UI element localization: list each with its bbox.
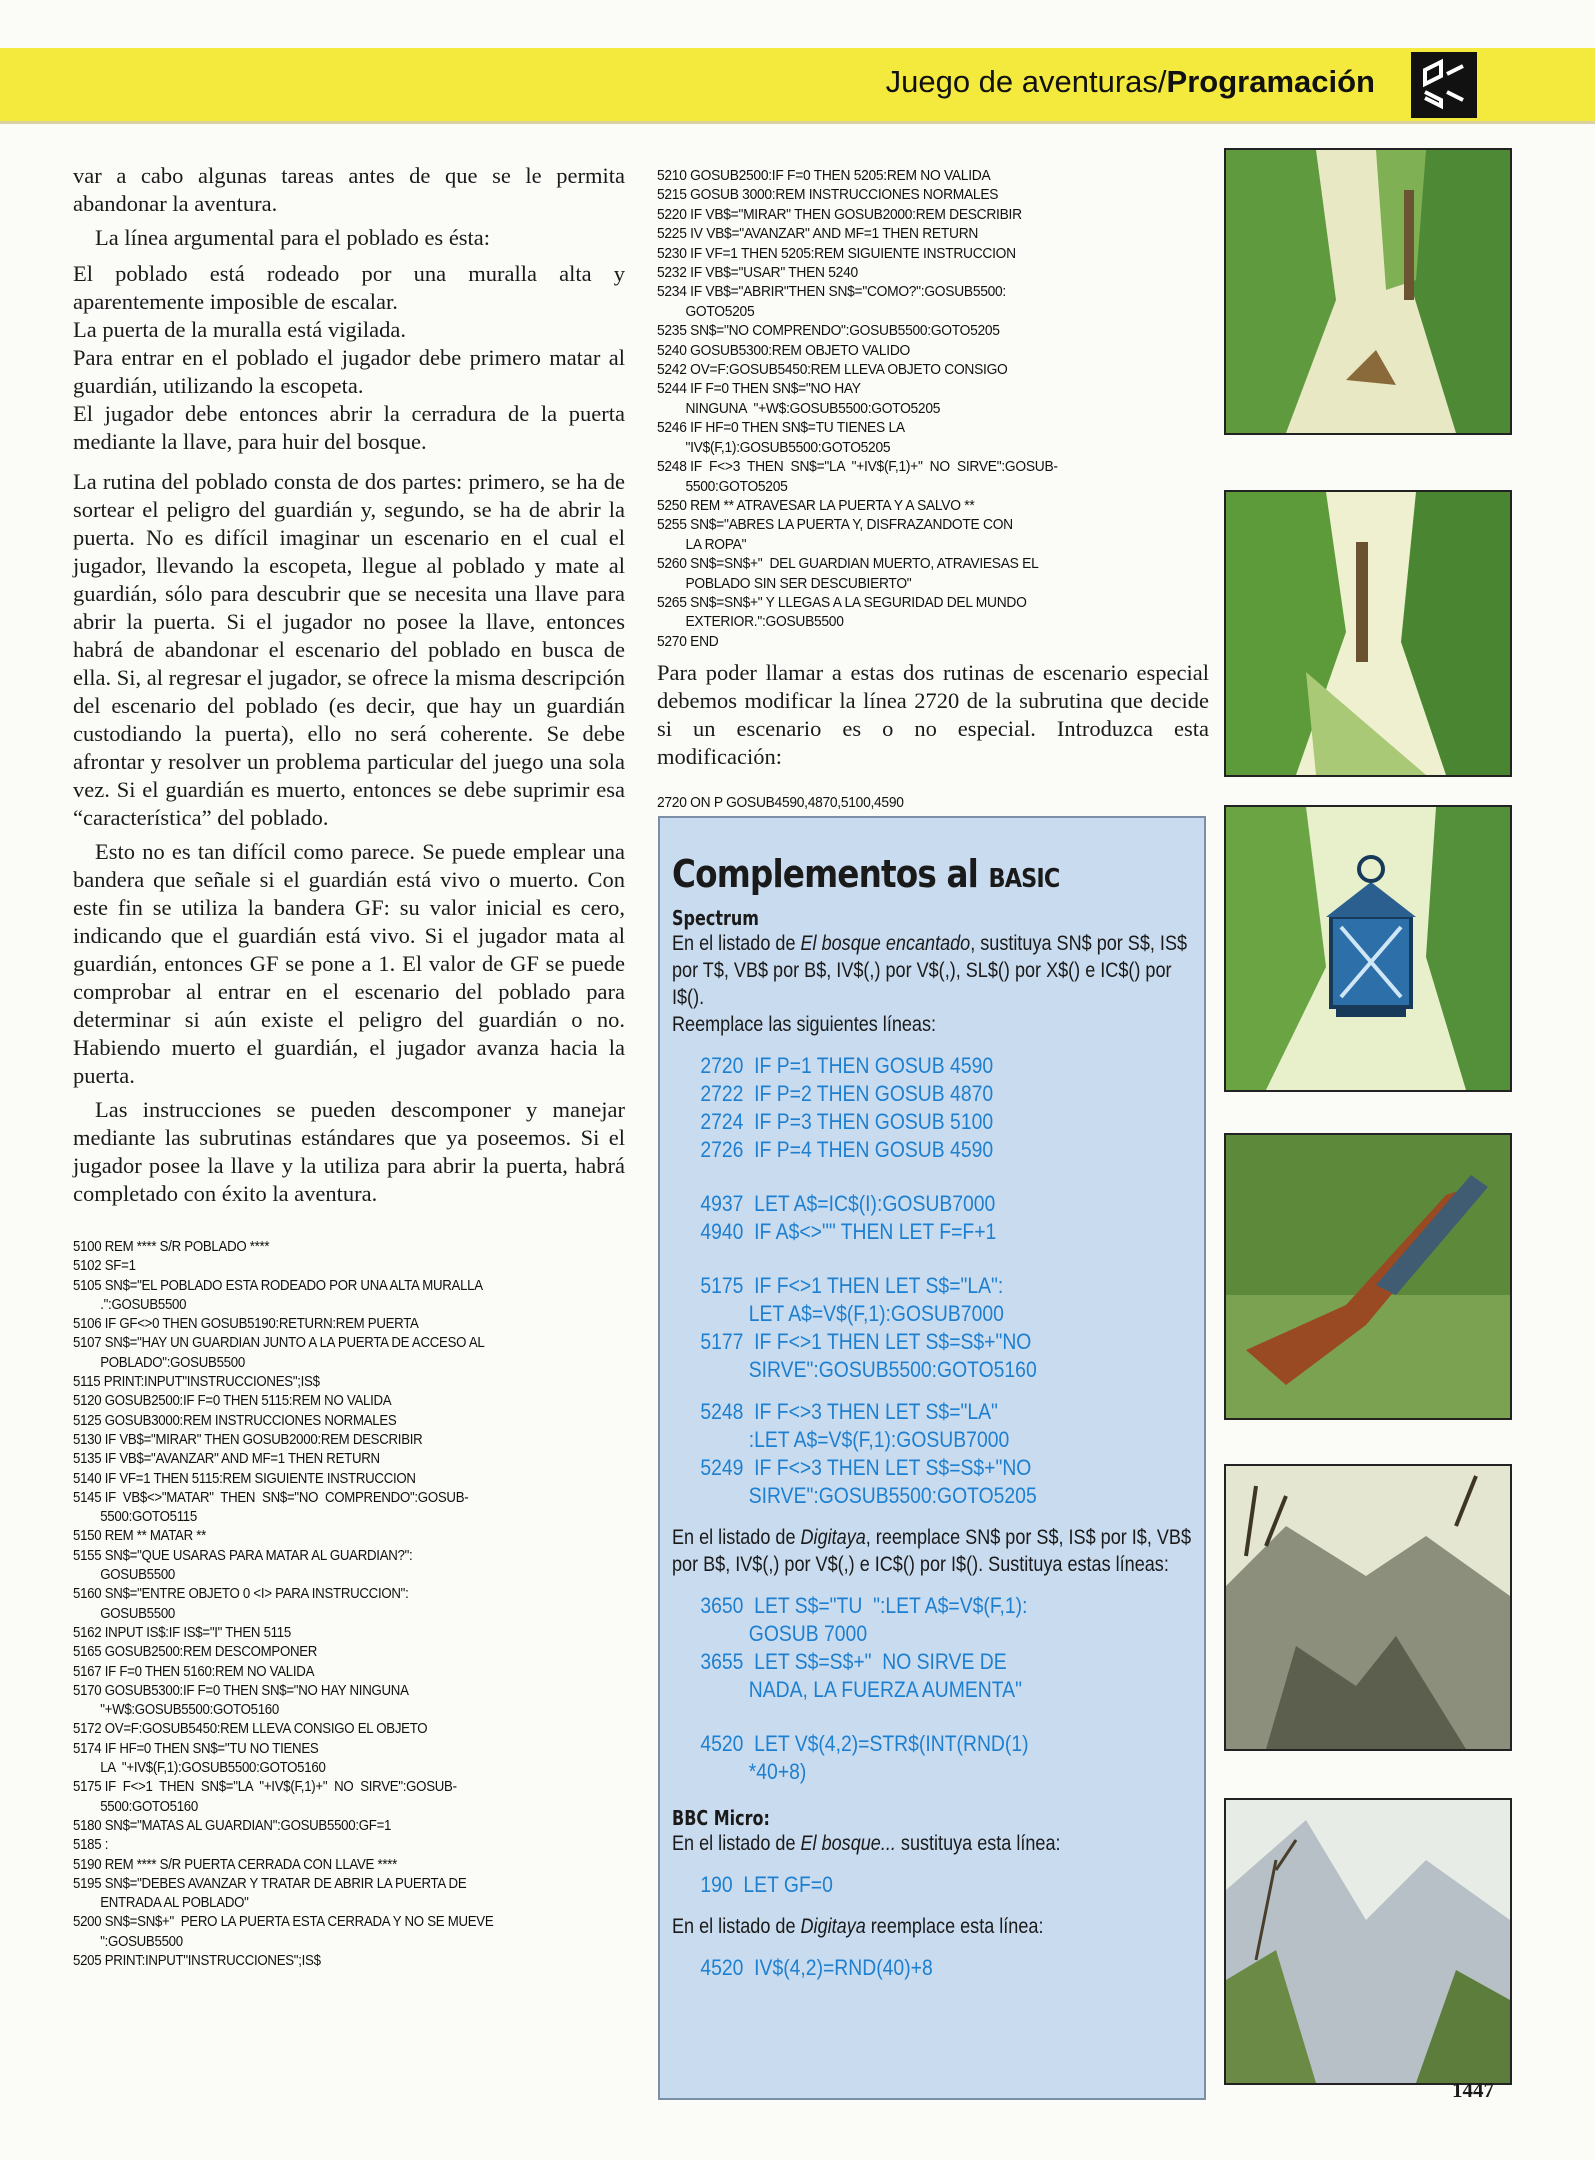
storyline-item: Para entrar en el poblado el jugador debe primero matar al guardián, utilizando la escopeta.	[73, 345, 625, 398]
code-line: .":GOSUB5500	[73, 1296, 187, 1313]
mountain-illustration	[1224, 1798, 1512, 2085]
code-line: 5232 IF VB$="USAR" THEN 5240	[657, 264, 858, 282]
paragraph: Esto no es tan difícil como parece. Se puede emplear una bandera que señale si el guardián está vivo o muerto. Con este fin se utiliza la bandera GF: su valor inicial es cero, indicando que el guardián está vivo. Si el jugador mata al guardián, entonces GF se pone a 1. El valor de GF se puede comprobar al entrar en el escenario del poblado para determinar si aún existe el peligro del guardián o no. Habiendo muerto el guardián, el jugador avanza hacia la puerta.	[73, 839, 625, 1088]
code-line: 5106 IF GF<>0 THEN GOSUB5190:RETURN:REM PUERTA	[73, 1316, 419, 1333]
code-line: 5265 SN$=SN$+" Y LLEGAS A LA SEGURIDAD DEL MUNDO	[657, 593, 1027, 611]
code-line: 5175 IF F<>1 THEN LET S$="LA":	[700, 1273, 1004, 1298]
code-line: 5200 SN$=SN$+" PERO LA PUERTA ESTA CERRADA Y NO SE MUEVE	[73, 1914, 494, 1931]
forest-illustration-1	[1224, 148, 1512, 435]
text-run: sustituya esta línea:	[895, 1832, 1061, 1855]
code-line: 5249 IF F<>3 THEN LET S$=S$+"NO	[700, 1455, 1032, 1480]
text-run: , sustituya SN$ por S$, IS$ por T$, VB$ por B$, IV$(,) por V$(,), SL$() por X$() e IC$() por I$().	[672, 932, 1188, 1009]
code-line: 2722 IF P=2 THEN GOSUB 4870	[700, 1081, 994, 1106]
lantern-illustration	[1224, 805, 1512, 1092]
text-italic: Digitaya	[800, 1526, 866, 1549]
spectrum-replace-label: Reemplace las siguientes líneas:	[672, 1013, 937, 1036]
code-line: 5175 IF F<>1 THEN SN$="LA "+IV$(F,1)+" NO SIRVE":GOSUB-	[73, 1779, 457, 1796]
code-line: 5244 IF F=0 THEN SN$="NO HAY	[657, 380, 861, 398]
header-title-regular: Juego de aventuras/	[885, 64, 1167, 99]
code-line: 5230 IF VF=1 THEN 5205:REM SIGUIENTE INSTRUCCION	[657, 244, 1016, 262]
header-title-bold: Programación	[1166, 64, 1375, 99]
digitaya-code-a	[672, 1592, 1234, 1704]
page-number: 1447	[1452, 2078, 1494, 2102]
code-line: *40+8)	[700, 1759, 807, 1784]
code-line: 5260 SN$=SN$+" DEL GUARDIAN MUERTO, ATRAVIESAS EL	[657, 555, 1039, 573]
paragraph: La línea argumental para el poblado es ésta:	[95, 225, 491, 250]
code-line: 4520 LET V$(4,2)=STR$(INT(RND(1)	[700, 1731, 1029, 1756]
code-line: 5246 IF HF=0 THEN SN$=TU TIENES LA	[657, 419, 905, 437]
code-line: 5125 GOSUB3000:REM INSTRUCCIONES NORMALES	[73, 1412, 397, 1429]
code-line: 5167 IF F=0 THEN 5160:REM NO VALIDA	[73, 1663, 315, 1680]
bbc-instructions-1	[672, 1830, 1205, 1857]
code-line: 5185 :	[73, 1837, 109, 1854]
code-line: 5155 SN$="QUE USARAS PARA MATAR AL GUARDIAN?":	[73, 1547, 413, 1564]
code-listing-poblado	[73, 1238, 625, 1971]
code-line: 5195 SN$="DEBES AVANZAR Y TRATAR DE ABRIR LA PUERTA DE	[73, 1875, 467, 1892]
code-line: 2720 IF P=1 THEN GOSUB 4590	[700, 1053, 994, 1078]
storyline-item: El poblado está rodeado por una muralla alta y aparentemente imposible de escalar.	[73, 261, 625, 314]
code-line: POBLADO SIN SER DESCUBIERTO"	[657, 574, 912, 592]
text-italic: Digitaya	[800, 1915, 866, 1938]
spectrum-code-d	[672, 1398, 1234, 1510]
rocks-illustration	[1224, 1464, 1512, 1751]
code-line: 5180 SN$="MATAS AL GUARDIAN":GOSUB5500:GF=1	[73, 1817, 392, 1834]
code-line: POBLADO":GOSUB5500	[73, 1354, 245, 1371]
code-line: 5145 IF VB$<>"MATAR" THEN SN$="NO COMPRENDO":GOSUB-	[73, 1489, 469, 1506]
code-line: 3650 LET S$="TU ":LET A$=V$(F,1):	[700, 1593, 1028, 1618]
code-line: 5115 PRINT:INPUT"INSTRUCCIONES";IS$	[73, 1374, 320, 1391]
code-line: 5270 END	[657, 632, 719, 650]
spectrum-heading: Spectrum	[672, 906, 759, 930]
code-line: 5225 IV VB$="AVANZAR" AND MF=1 THEN RETURN	[657, 225, 979, 243]
code-line: 5220 IF VB$="MIRAR" THEN GOSUB2000:REM DESCRIBIR	[657, 205, 1022, 223]
code-line: 5210 GOSUB2500:IF F=0 THEN 5205:REM NO VALIDA	[657, 167, 991, 184]
code-line: 5250 REM ** ATRAVESAR LA PUERTA Y A SALVO **	[657, 496, 975, 514]
code-line: GOSUB5500	[73, 1605, 176, 1622]
bbc-heading: BBC Micro:	[672, 1806, 770, 1830]
text-run: , reemplace SN$ por S$, IS$ por I$, VB$ por B$, IV$(,) por V$(,) e IC$() por I$(). Sustituya estas líneas:	[672, 1526, 1192, 1576]
code-line: 5130 IF VB$="MIRAR" THEN GOSUB2000:REM DESCRIBIR	[73, 1431, 423, 1448]
code-line: 5174 IF HF=0 THEN SN$="TU NO TIENES	[73, 1740, 319, 1757]
spectrum-code-c	[672, 1272, 1234, 1384]
paragraph: La rutina del poblado consta de dos partes: primero, se ha de sortear el peligro del guardián y, segundo, se ha de abrir la puerta. No es difícil imaginar un escenario en el cual el jugador, llevando la escopeta, llegue al poblado y mate al guardián, sólo para descubrir que se necesita una llave para abrir la puerta. Si el jugador no posee la llave, entonces habrá de abandonar el escenario del poblado en busca de ella. Si, al regresar el jugador, se ofrece la misma descripción del escenario del poblado (es decir, que hay un guardián custodiando la puerta), ello no será coherente. Se debe afrontar y resolver un problema particular del juego una sola vez. Si el guardián es muerto, entonces se debe suprimir esa “característica” del poblado.	[73, 469, 625, 830]
code-line: 4937 LET A$=IC$(I):GOSUB7000	[700, 1191, 996, 1216]
code-line: 5102 SF=1	[73, 1258, 136, 1275]
bbc-code-2	[672, 1954, 1234, 1982]
code-line: 5248 IF F<>3 THEN LET S$="LA"	[700, 1399, 998, 1424]
basic-complements-box	[658, 816, 1206, 2100]
code-line: 5234 IF VB$="ABRIR"THEN SN$="COMO?":GOSUB5500:	[657, 283, 1006, 301]
code-line: LA ROPA"	[657, 535, 747, 553]
code-line: NADA, LA FUERZA AUMENTA"	[700, 1677, 1022, 1702]
digitaya-instructions	[672, 1524, 1205, 1578]
code-line: GOSUB5500	[73, 1567, 176, 1584]
code-line: 5500:GOTO5115	[73, 1509, 197, 1526]
paragraph: Para poder llamar a estas dos rutinas de escenario especial debemos modificar la línea 2720 de la subrutina que decide si un escenario es o no especial. Introduzca esta modificación:	[657, 660, 1209, 770]
code-line: GOTO5205	[657, 302, 755, 320]
series-logo-icon	[1411, 52, 1477, 118]
storyline-item: El jugador debe entonces abrir la cerradura de la puerta mediante la llave, para huir del bosque.	[73, 401, 625, 454]
code-line: LET A$=V$(F,1):GOSUB7000	[700, 1301, 1004, 1326]
spectrum-code-a	[672, 1052, 1234, 1164]
code-line: 5165 GOSUB2500:REM DESCOMPONER	[73, 1644, 318, 1661]
code-line: 3655 LET S$=S$+" NO SIRVE DE	[700, 1649, 1007, 1674]
digitaya-code-b	[672, 1730, 1234, 1786]
code-line: 5235 SN$="NO COMPRENDO":GOSUB5500:GOTO5205	[657, 322, 1000, 340]
code-line: "+W$:GOSUB5500:GOTO5160	[73, 1702, 279, 1719]
code-line: 5205 PRINT:INPUT"INSTRUCCIONES";IS$	[73, 1952, 321, 1969]
text-italic: El bosque...	[800, 1832, 896, 1855]
box-title-text: Complementos al	[672, 852, 978, 896]
text-run: En el listado de	[672, 932, 801, 955]
text-run: reemplace esta línea:	[865, 1915, 1044, 1938]
middle-column	[657, 166, 1209, 813]
shotgun-illustration	[1224, 1133, 1512, 1420]
code-line: 5120 GOSUB2500:IF F=0 THEN 5115:REM NO VALIDA	[73, 1393, 392, 1410]
code-line: 5140 IF VF=1 THEN 5115:REM SIGUIENTE INSTRUCCION	[73, 1470, 416, 1487]
forest-illustration-2	[1224, 490, 1512, 777]
code-line: 5242 OV=F:GOSUB5450:REM LLEVA OBJETO CONSIGO	[657, 361, 1008, 379]
code-line: 5160 SN$="ENTRE OBJETO 0 <I> PARA INSTRUCCION":	[73, 1586, 409, 1603]
code-line: 5240 GOSUB5300:REM OBJETO VALIDO	[657, 341, 910, 359]
code-line: 5162 INPUT IS$:IF IS$="I" THEN 5115	[73, 1624, 291, 1641]
left-column	[73, 162, 625, 1971]
code-line: 5172 OV=F:GOSUB5450:REM LLEVA CONSIGO EL OBJETO	[73, 1721, 428, 1738]
box-title-basic: BASIC	[988, 864, 1060, 894]
spectrum-instructions	[672, 930, 1205, 1011]
code-line: 2724 IF P=3 THEN GOSUB 5100	[700, 1109, 994, 1134]
code-line: GOSUB 7000	[700, 1621, 868, 1646]
text-italic: El bosque encantado	[800, 932, 971, 955]
code-line: 5100 REM **** S/R POBLADO ****	[73, 1239, 270, 1255]
code-line: 5500:GOTO5160	[73, 1798, 198, 1815]
spectrum-code-b	[672, 1190, 1234, 1246]
paragraph: var a cabo algunas tareas antes de que se le permita abandonar la aventura.	[73, 163, 625, 216]
code-line: ":GOSUB5500	[73, 1933, 183, 1950]
code-line: 190 LET GF=0	[700, 1872, 833, 1897]
code-line: 5248 IF F<>3 THEN SN$="LA "+IV$(F,1)+" NO SIRVE":GOSUB-	[657, 458, 1058, 476]
box-title	[672, 852, 1121, 896]
header-rule	[0, 121, 1595, 124]
text-run: En el listado de	[672, 1832, 801, 1855]
code-line: 5255 SN$="ABRES LA PUERTA Y, DISFRAZANDOTE CON	[657, 516, 1013, 534]
page-header-title	[886, 64, 1375, 100]
code-line: 4520 IV$(4,2)=RND(40)+8	[700, 1955, 933, 1980]
code-line: 5215 GOSUB 3000:REM INSTRUCCIONES NORMALES	[657, 186, 999, 204]
code-line: 5105 SN$="EL POBLADO ESTA RODEADO POR UNA ALTA MURALLA	[73, 1277, 483, 1294]
code-line: ENTRADA AL POBLADO"	[73, 1895, 249, 1912]
paragraph: Las instrucciones se pueden descomponer y manejar mediante las subrutinas estándares que ya poseemos. Si el jugador posee la llave y la utiliza para abrir la puerta, habrá completado con éxito la aventura.	[73, 1097, 625, 1206]
code-line: 5177 IF F<>1 THEN LET S$=S$+"NO	[700, 1329, 1032, 1354]
bbc-code-1	[672, 1871, 1234, 1899]
code-line: EXTERIOR.":GOSUB5500	[657, 613, 844, 631]
text-run: En el listado de	[672, 1526, 801, 1549]
code-line: 5135 IF VB$="AVANZAR" AND MF=1 THEN RETURN	[73, 1451, 380, 1468]
storyline-item: La puerta de la muralla está vigilada.	[73, 317, 406, 342]
code-line: NINGUNA "+W$:GOSUB5500:GOTO5205	[657, 399, 941, 417]
code-line: SIRVE":GOSUB5500:GOTO5160	[700, 1357, 1037, 1382]
code-line: :LET A$=V$(F,1):GOSUB7000	[700, 1427, 1010, 1452]
code-line: 5150 REM ** MATAR **	[73, 1528, 207, 1545]
code-line-2720: 2720 ON P GOSUB4590,4870,5100,4590	[657, 794, 904, 812]
bbc-instructions-2	[672, 1913, 1205, 1940]
text-run: En el listado de	[672, 1915, 801, 1938]
code-line: 4940 IF A$<>"" THEN LET F=F+1	[700, 1219, 997, 1244]
code-line: 2726 IF P=4 THEN GOSUB 4590	[700, 1137, 994, 1162]
code-line: SIRVE":GOSUB5500:GOTO5205	[700, 1483, 1037, 1508]
code-line: 5190 REM **** S/R PUERTA CERRADA CON LLAVE ****	[73, 1856, 398, 1873]
code-line: "IV$(F,1):GOSUB5500:GOTO5205	[657, 438, 891, 456]
code-listing-puerta	[657, 166, 1209, 651]
code-line: LA "+IV$(F,1):GOSUB5500:GOTO5160	[73, 1760, 326, 1777]
code-line: 5500:GOTO5205	[657, 477, 788, 495]
code-line: 5170 GOSUB5300:IF F=0 THEN SN$="NO HAY NINGUNA	[73, 1682, 409, 1699]
code-line: 5107 SN$="HAY UN GUARDIAN JUNTO A LA PUERTA DE ACCESO AL	[73, 1335, 485, 1352]
